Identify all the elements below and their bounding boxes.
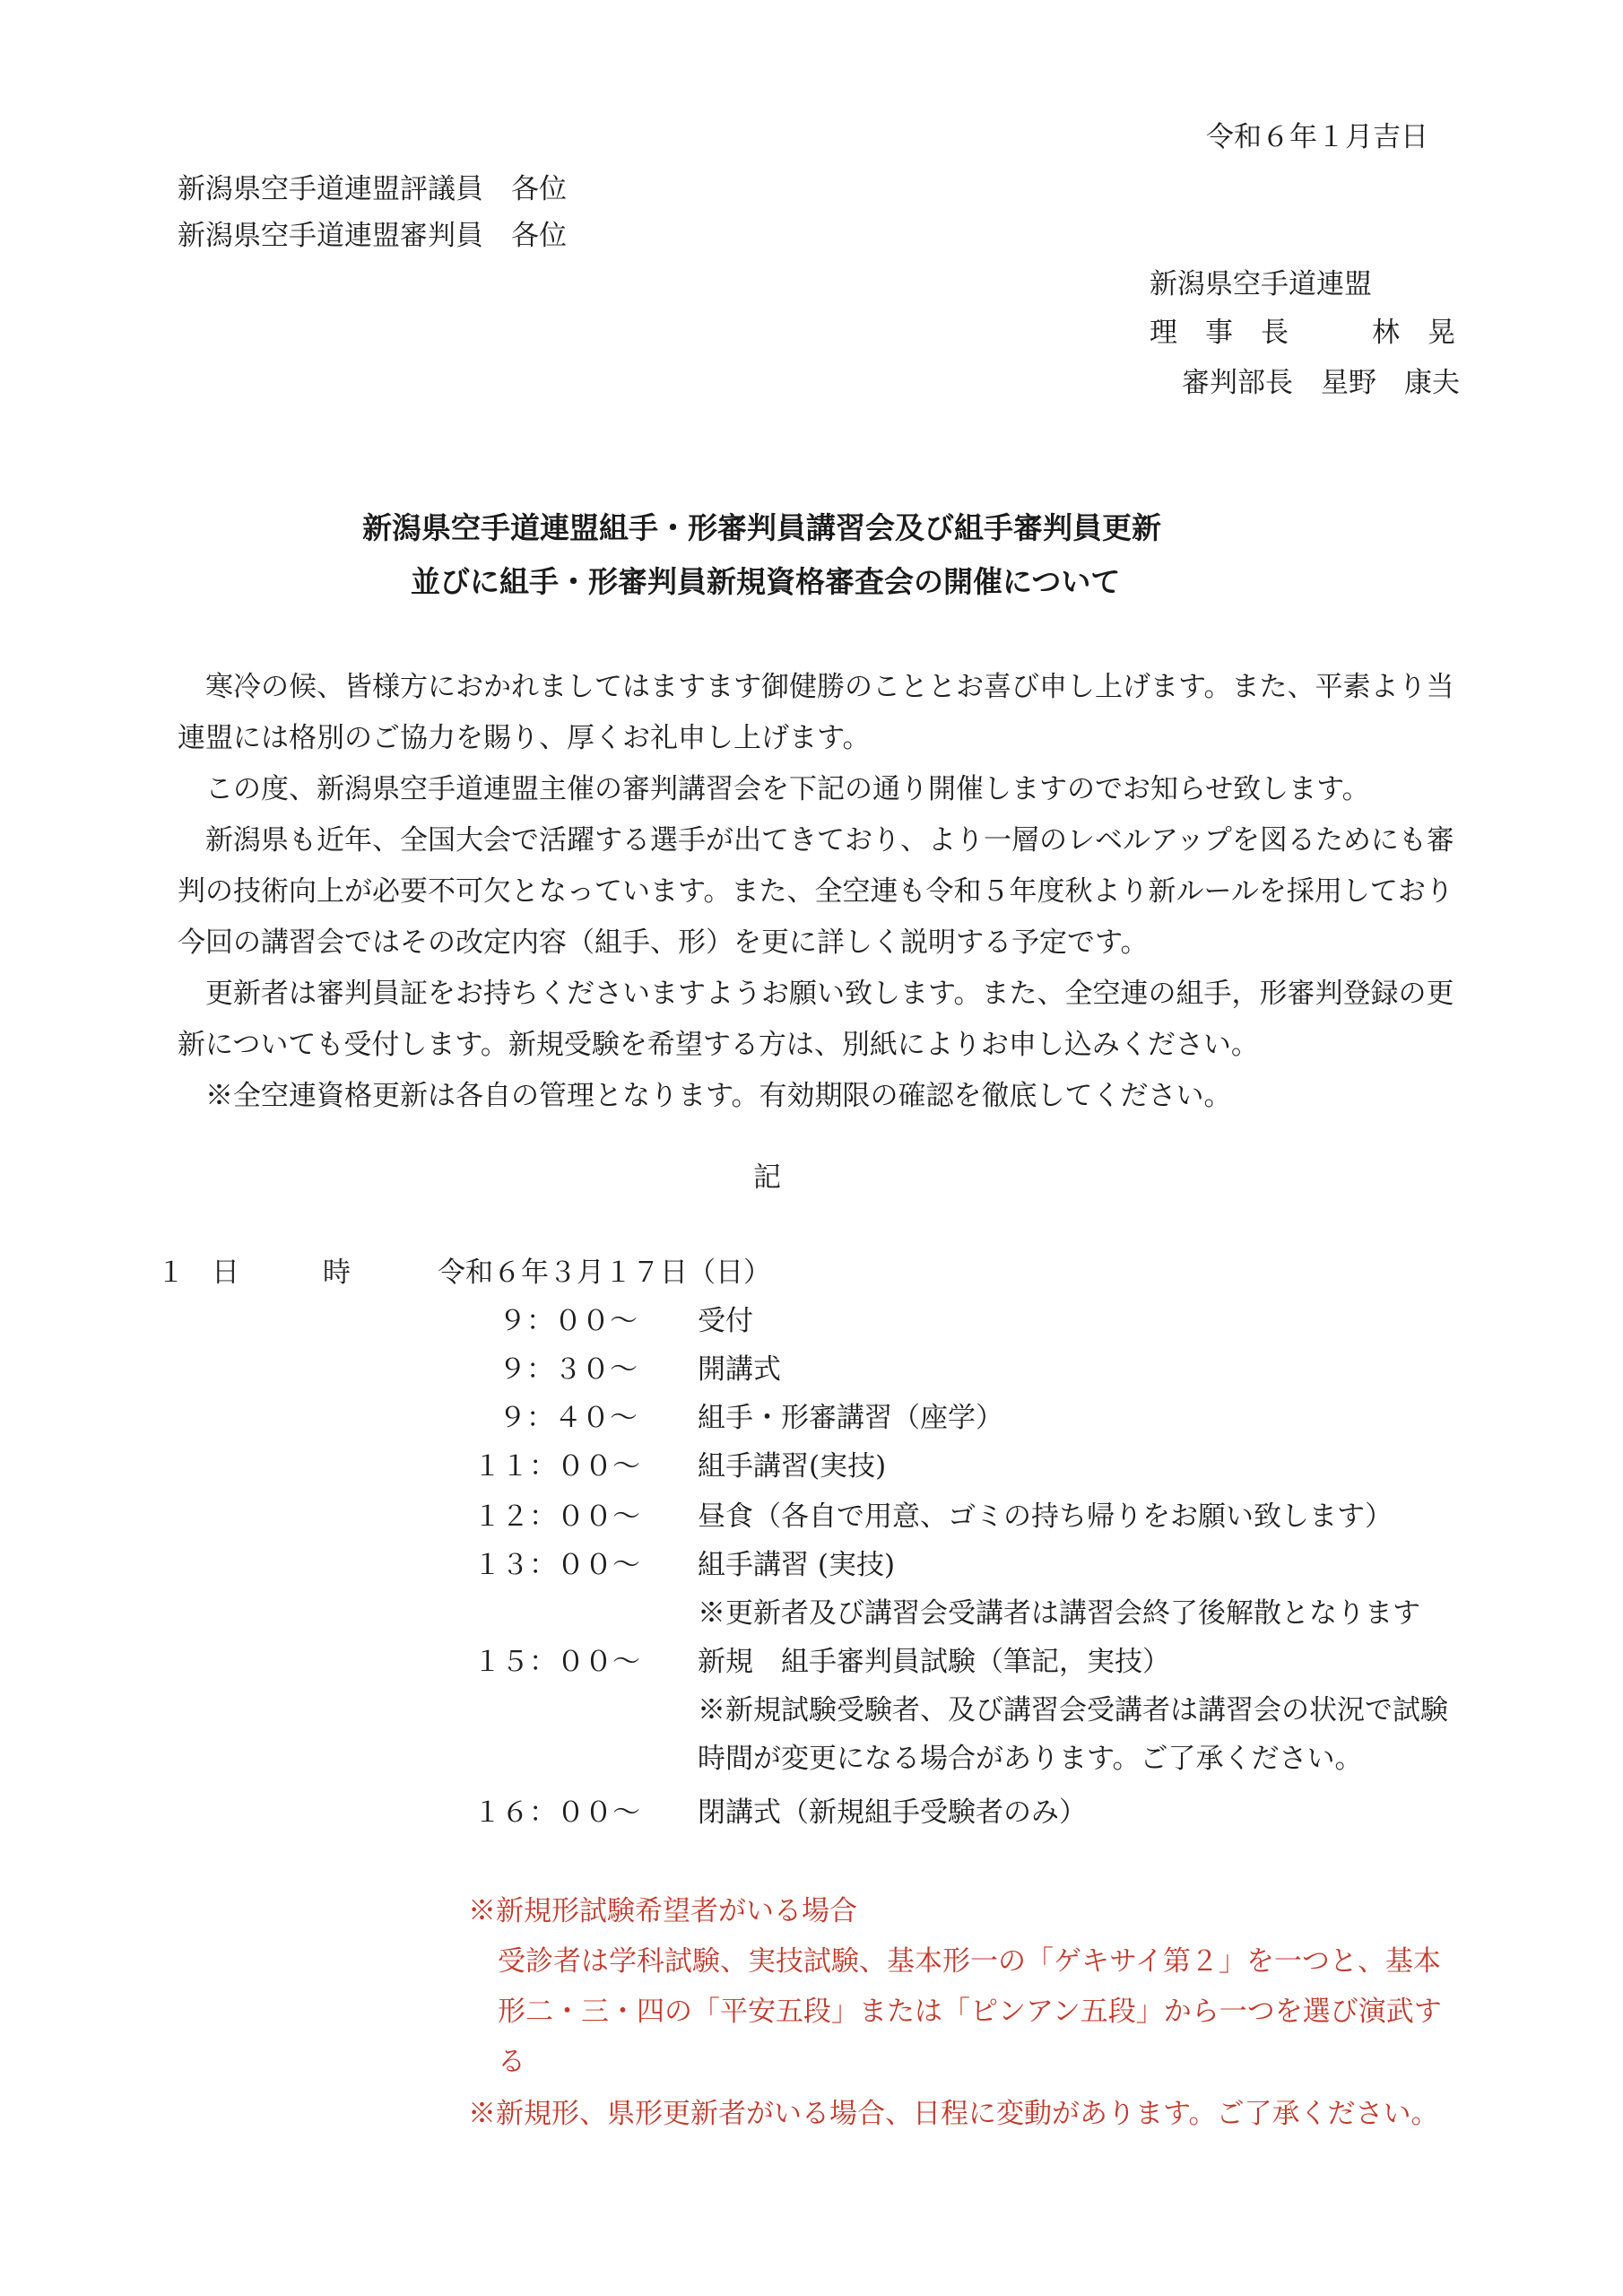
recipient-line: 新潟県空手道連盟審判員 各位 — [178, 220, 567, 252]
schedule-note: 時間が変更になる場合があります。ご了承ください。 — [698, 1743, 1363, 1775]
body-line: 判の技術向上が必要不可欠となっています。また、全空連も令和５年度秋より新ルールを採用しており — [178, 875, 1454, 908]
document-date: 令和６年１月吉日 — [1206, 121, 1428, 153]
schedule-date: 令和６年３月１７日（日） — [438, 1257, 771, 1289]
schedule-note: ※更新者及び講習会受講者は講習会終了後解散となります — [698, 1597, 1420, 1630]
schedule-desc: 新規 組手審判員試験（筆記，実技） — [698, 1646, 1170, 1678]
body-line: ※全空連資格更新は各自の管理となります。有効期限の確認を徹底してください。 — [178, 1080, 1232, 1112]
schedule-desc: 受付 — [698, 1305, 753, 1337]
schedule-label-day: 日 — [212, 1257, 239, 1289]
ki-heading: 記 — [753, 1161, 781, 1194]
recipient-line: 新潟県空手道連盟評議員 各位 — [178, 173, 567, 205]
schedule-label-time: 時 — [323, 1257, 351, 1289]
schedule-time: ９：００～ — [499, 1305, 638, 1337]
body-line: 今回の講習会ではその改定内容（組手、形）を更に詳しく説明する予定です。 — [178, 926, 1149, 959]
schedule-time: １１：００～ — [473, 1450, 640, 1483]
schedule-number: １ — [157, 1257, 185, 1289]
body-text — [178, 662, 1469, 1122]
schedule-time: １２：００～ — [473, 1500, 640, 1533]
schedule-desc: 組手・形審講習（座学） — [698, 1402, 1003, 1434]
schedule-time: ９：４０～ — [499, 1402, 638, 1434]
sender-org: 新潟県空手道連盟 — [1150, 268, 1372, 300]
note-kata-heading: ※新規形試験希望者がいる場合 — [468, 1895, 857, 1927]
schedule-time: １３：００～ — [473, 1549, 640, 1581]
sender-referee-head: 審判部長 星野 康夫 — [1182, 367, 1460, 399]
note-kata-line: 受診者は学科試験、実技試験、基本形一の「ゲキサイ第２」を一つと、基本 — [498, 1945, 1441, 1978]
schedule-time: ９：３０～ — [499, 1353, 638, 1386]
body-line: 更新者は審判員証をお持ちくださいますようお願い致します。また、全空連の組手，形審判登録の更 — [178, 978, 1454, 1010]
body-line: この度、新潟県空手道連盟主催の審判講習会を下記の通り開催しますのでお知らせ致します。 — [178, 773, 1370, 805]
schedule-desc: 昼食（各自で用意、ゴミの持ち帰りをお願い致します） — [698, 1500, 1393, 1533]
schedule-desc: 組手講習(実技) — [698, 1450, 887, 1483]
document-title-line2: 並びに組手・形審判員新規資格審査会の開催について — [411, 564, 1121, 599]
note-kata-line: 形二・三・四の「平安五段」または「ピンアン五段」から一つを選び演武す — [498, 1996, 1442, 2028]
schedule-desc: 開講式 — [698, 1353, 781, 1386]
schedule-note: ※新規試験受験者、及び講習会受講者は講習会の状況で試験 — [698, 1694, 1448, 1726]
document-title-line1: 新潟県空手道連盟組手・形審判員講習会及び組手審判員更新 — [362, 510, 1161, 545]
note-kata-line: る — [498, 2046, 525, 2078]
body-line: 寒冷の候、皆様方におかれましてはますます御健勝のこととお喜び申し上げます。また、平素より当 — [178, 671, 1454, 703]
schedule-time: １５：００～ — [473, 1646, 640, 1678]
body-line: 新潟県も近年、全国大会で活躍する選手が出てきており、より一層のレベルアップを図るためにも審 — [178, 824, 1454, 857]
body-line: 連盟には格別のご協力を賜り、厚くお礼申し上げます。 — [178, 722, 871, 754]
note-schedule-change: ※新規形、県形更新者がいる場合、日程に変動があります。ご了承ください。 — [468, 2098, 1439, 2130]
schedule-desc: 組手講習 (実技) — [698, 1549, 896, 1581]
body-line: 新についても受付します。新規受験を希望する方は、別紙によりお申し込みください。 — [178, 1029, 1259, 1061]
sender-chair: 理 事 長 林 晃 — [1150, 317, 1455, 349]
schedule-time: １６：００～ — [473, 1796, 640, 1829]
schedule-desc: 閉講式（新規組手受験者のみ） — [698, 1796, 1087, 1829]
